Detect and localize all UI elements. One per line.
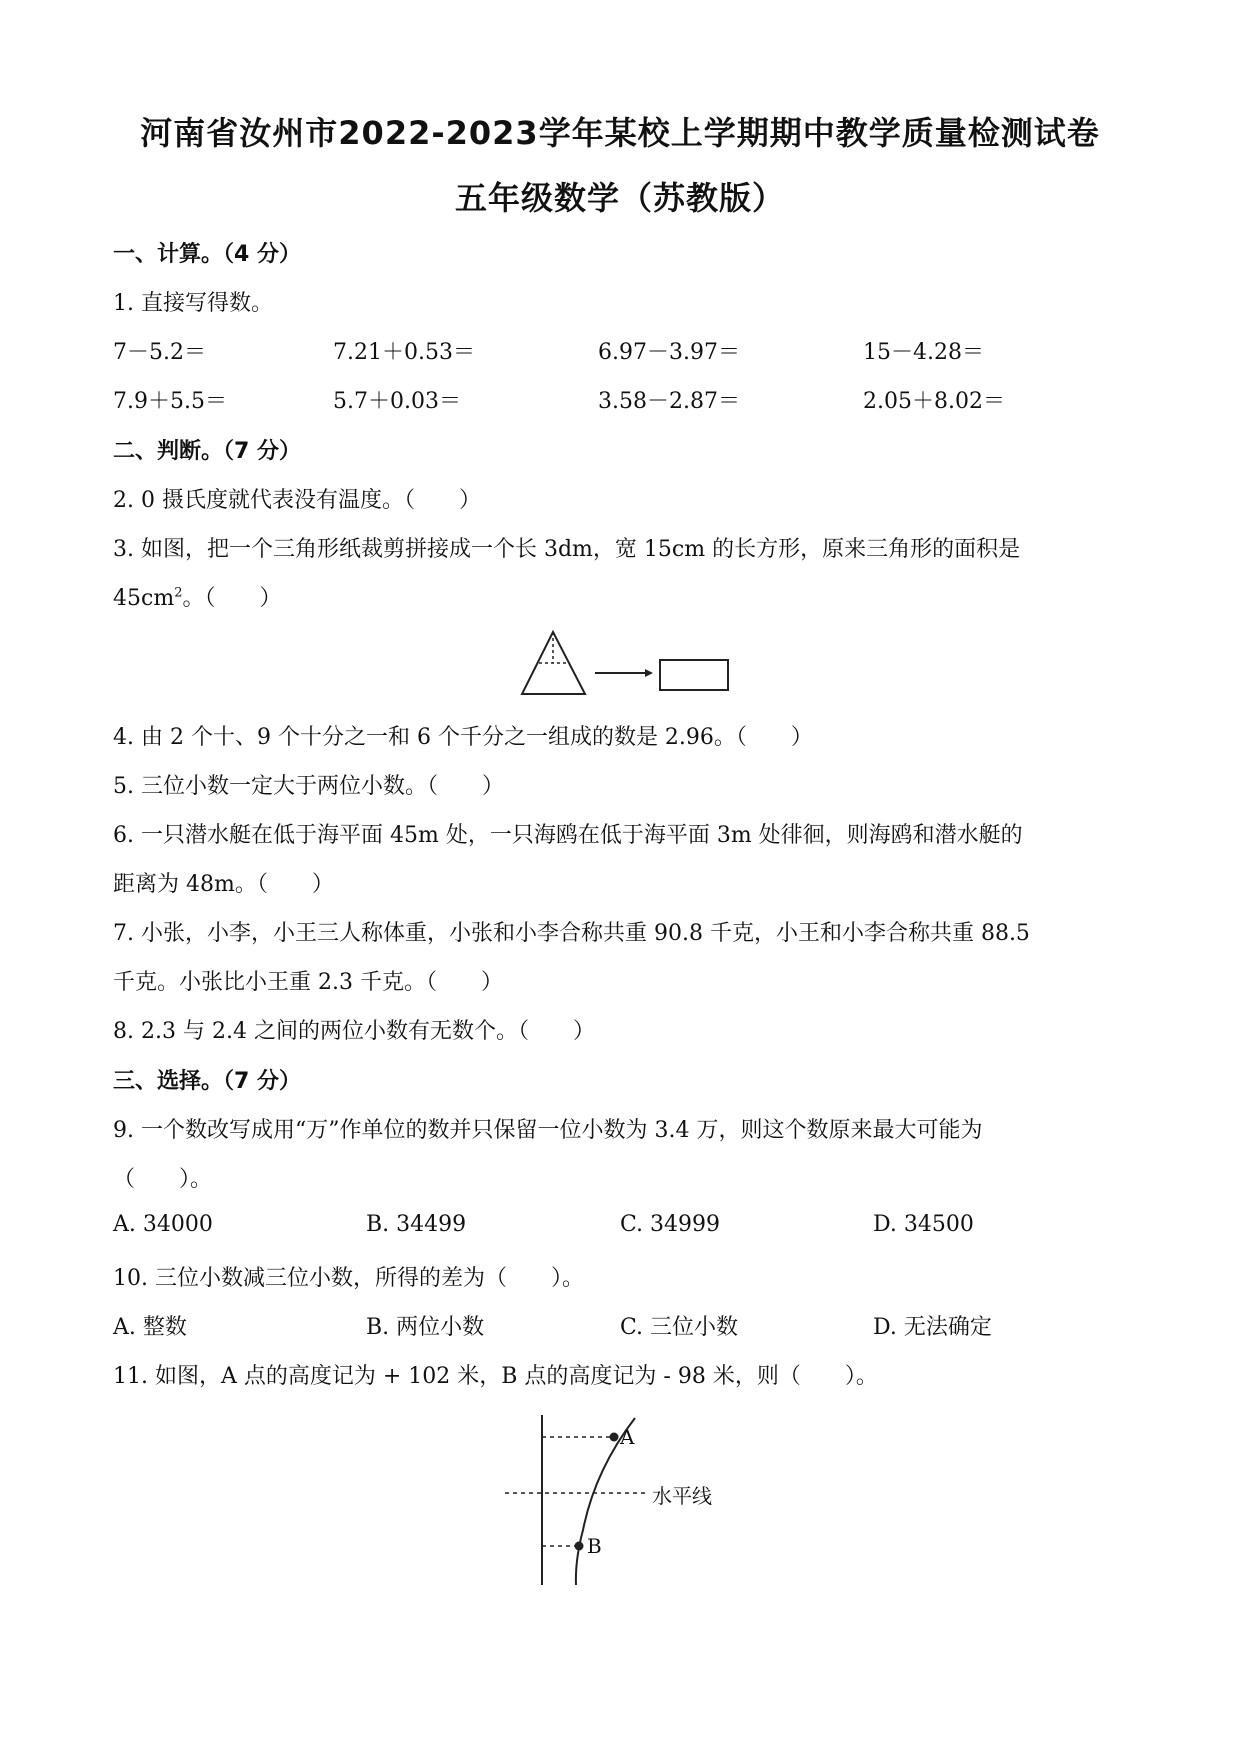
question-5: 5. 三位小数一定大于两位小数。（ ） bbox=[113, 774, 504, 799]
question-10: 10. 三位小数减三位小数，所得的差为（ ）。 bbox=[113, 1266, 584, 1291]
section-calculation: 一、计算。（4 分） bbox=[113, 242, 301, 267]
calc-item: 5.7＋0.03＝ bbox=[333, 389, 461, 414]
question-4: 4. 由 2 个十、9 个十分之一和 6 个千分之一组成的数是 2.96。（ ） bbox=[113, 725, 813, 750]
label-water-level: 水平线 bbox=[652, 1484, 712, 1508]
question-3-exponent: 2 bbox=[174, 585, 183, 601]
point-b bbox=[575, 1542, 584, 1551]
question-7-line2: 千克。小张比小王重 2.3 千克。（ ） bbox=[113, 970, 503, 995]
triangle-to-rectangle-diagram bbox=[515, 628, 735, 700]
option-d: D. 34500 bbox=[873, 1212, 974, 1237]
question-3-line2 bbox=[113, 581, 281, 612]
calc-item: 2.05＋8.02＝ bbox=[863, 389, 1005, 414]
calc-item: 7－5.2＝ bbox=[113, 340, 206, 365]
question-11: 11. 如图，A 点的高度记为 + 102 米，B 点的高度记为 - 98 米，则（ ）。 bbox=[113, 1364, 878, 1389]
calc-item: 3.58－2.87＝ bbox=[598, 389, 740, 414]
question-8: 8. 2.3 与 2.4 之间的两位小数有无数个。（ ） bbox=[113, 1019, 595, 1044]
question-3-unit: 45cm bbox=[113, 586, 175, 611]
label-b: B bbox=[587, 1534, 602, 1558]
arrow-head bbox=[645, 669, 653, 677]
calc-item: 6.97－3.97＝ bbox=[598, 340, 740, 365]
point-a bbox=[610, 1433, 619, 1442]
question-2: 2. 0 摄氏度就代表没有温度。（ ） bbox=[113, 488, 481, 513]
option-b: B. 34499 bbox=[366, 1212, 467, 1237]
question-3-blank: 。（ ） bbox=[182, 586, 282, 611]
calc-item: 15－4.28＝ bbox=[863, 340, 984, 365]
calc-item: 7.21＋0.53＝ bbox=[333, 340, 475, 365]
option-c: C. 34999 bbox=[620, 1212, 721, 1237]
section-choice: 三、选择。（7 分） bbox=[113, 1069, 301, 1094]
label-a: A bbox=[620, 1425, 635, 1449]
question-6-line2: 距离为 48m。（ ） bbox=[113, 872, 334, 897]
calc-item: 7.9＋5.5＝ bbox=[113, 389, 227, 414]
question-6-line1: 6. 一只潜水艇在低于海平面 45m 处，一只海鸥在低于海平面 3m 处徘徊，则海鸥和潜水艇的 bbox=[113, 823, 1023, 848]
question-9-line1: 9. 一个数改写成用“万”作单位的数并只保留一位小数为 3.4 万，则这个数原来最大可能为 bbox=[113, 1118, 983, 1143]
option-a: A. 整数 bbox=[113, 1315, 187, 1340]
option-d: D. 无法确定 bbox=[873, 1315, 992, 1340]
rectangle-shape bbox=[660, 660, 728, 690]
question-3-line1: 3. 如图，把一个三角形纸裁剪拼接成一个长 3dm，宽 15cm 的长方形，原来三角形的面积是 bbox=[113, 537, 1021, 562]
page-subtitle: 五年级数学（苏教版） bbox=[454, 179, 785, 217]
page-title: 河南省汝州市2022-2023学年某校上学期期中教学质量检测试卷 bbox=[140, 114, 1100, 152]
section-judgement: 二、判断。（7 分） bbox=[113, 439, 301, 464]
option-b: B. 两位小数 bbox=[366, 1315, 485, 1340]
question-7-line1: 7. 小张，小李，小王三人称体重，小张和小李合称共重 90.8 千克，小王和小李合称共重 88.5 bbox=[113, 921, 1030, 946]
question-1-prompt: 1. 直接写得数。 bbox=[113, 291, 273, 316]
option-a: A. 34000 bbox=[113, 1212, 213, 1237]
question-9-line2: （ ）。 bbox=[113, 1167, 213, 1192]
option-c: C. 三位小数 bbox=[620, 1315, 739, 1340]
